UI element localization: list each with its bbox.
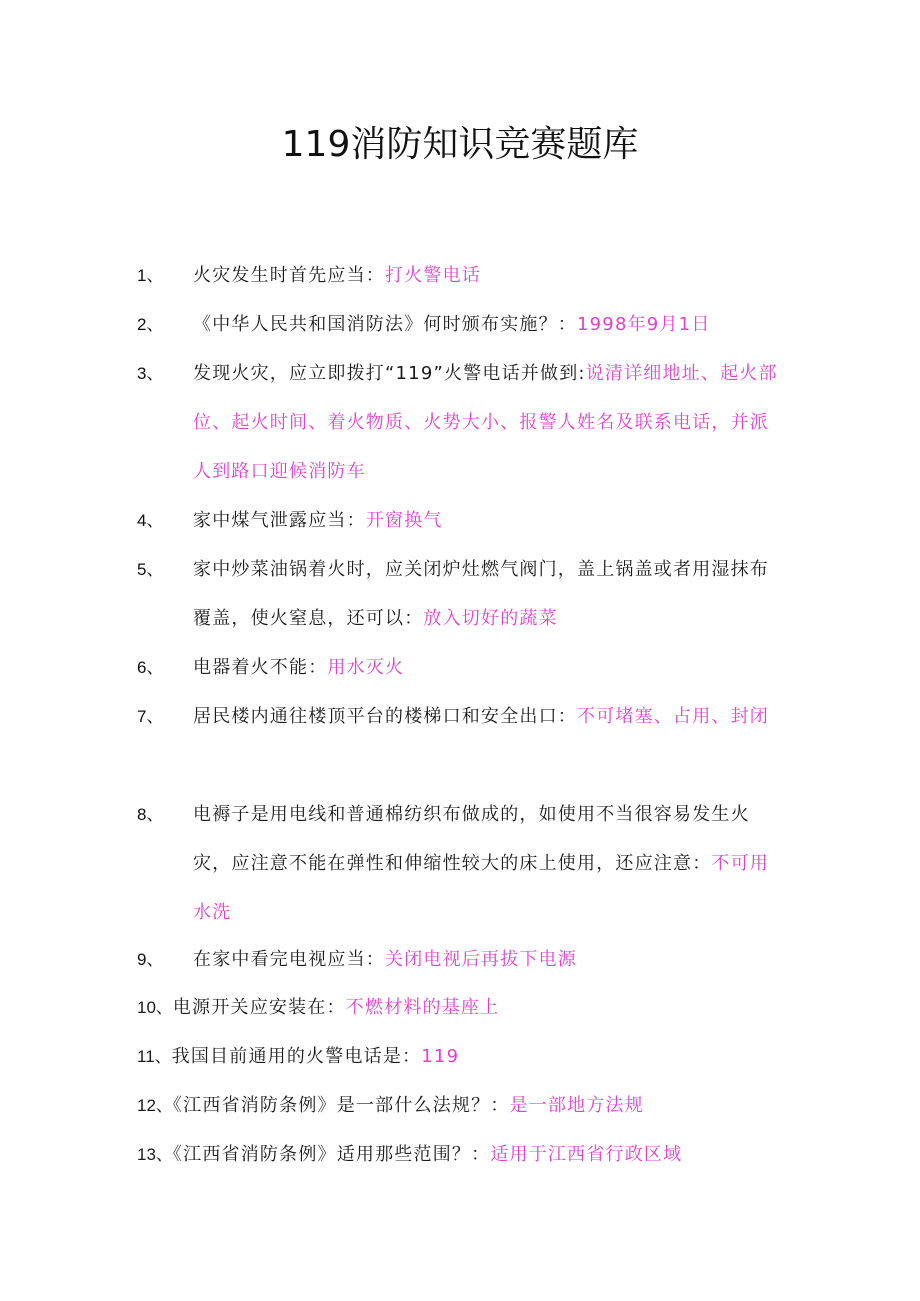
answer-text: 不燃材料的基座上 [345,997,500,1018]
answer-text: 打火警电话 [385,265,481,286]
question-item-13 [137,1130,787,1179]
question-number: 2、 [137,315,164,334]
question-number: 4、 [137,511,164,530]
question-number: 7、 [137,707,164,726]
page-title: 119消防知识竞赛题库 [281,124,639,165]
question-text: 火灾发生时首先应当： [193,265,385,286]
question-number: 9、 [137,950,164,969]
question-number: 12、 [137,1096,173,1115]
question-number: 1、 [137,266,164,285]
question-body [193,545,785,643]
question-text: 《江西省消防条例》适用那些范围？： [172,1144,491,1165]
answer-text: 是一部地方法规 [509,1095,644,1116]
question-body [193,643,785,692]
question-text: 家中炒菜油锅着火时，应关闭炉灶燃气阀门，盖上锅盖或者用湿抹布覆盖，使火窒息，还可以： [193,559,769,629]
question-body [193,692,785,741]
question-text: 电源开关应安装在： [172,997,346,1018]
answer-text: 用水灭火 [327,657,405,678]
question-text: 电褥子是用电线和普通棉纺织布做成的，如使用不当很容易发生火灾，应注意不能在弹性和伸缩性较大的床上使用，还应注意： [193,804,750,874]
question-number: 3、 [137,364,164,383]
answer-text: 119 [421,1046,460,1067]
question-text: 《江西省消防条例》是一部什么法规？： [172,1095,510,1116]
question-number: 10、 [137,998,173,1017]
answer-text: 开窗换气 [365,510,443,531]
question-text: 家中煤气泄露应当： [193,510,366,531]
question-item-10 [137,983,787,1032]
question-text: 电器着火不能： [193,657,328,678]
question-text: 我国目前通用的火警电话是： [171,1046,422,1067]
question-text: 居民楼内通往楼顶平台的楼梯口和安全出口： [193,706,577,727]
answer-text: 1998年9月1日 [577,314,711,335]
answer-text: 不可用水洗 [193,853,770,923]
answer-text: 关闭电视后再拔下电源 [385,949,577,970]
answer-text: 不可堵塞、占用、封闭 [577,706,769,727]
question-item-11 [137,1032,787,1081]
question-text: 在家中看完电视应当： [193,949,385,970]
answer-text: 适用于江西省行政区域 [490,1144,683,1165]
question-number: 11、 [137,1047,172,1066]
answer-text: 放入切好的蔬菜 [423,608,558,629]
question-body [193,300,785,349]
question-body [193,935,785,984]
answer-text: 说清详细地址、起火部位、起火时间、着火物质、火势大小、报警人姓名及联系电话，并派人到路口迎候消防车 [193,363,778,482]
question-body [193,496,785,545]
question-text: 发现火灾，应立即拨打“119”火警电话并做到: [193,363,586,384]
question-item-12 [137,1081,787,1130]
question-body [193,251,785,300]
question-number: 6、 [137,658,164,677]
question-body [193,349,785,496]
question-number: 8、 [137,805,164,824]
question-body [193,790,785,937]
question-text: 《中华人民共和国消防法》何时颁布实施？： [193,314,577,335]
question-number: 5、 [137,560,164,579]
question-number: 13、 [137,1145,173,1164]
